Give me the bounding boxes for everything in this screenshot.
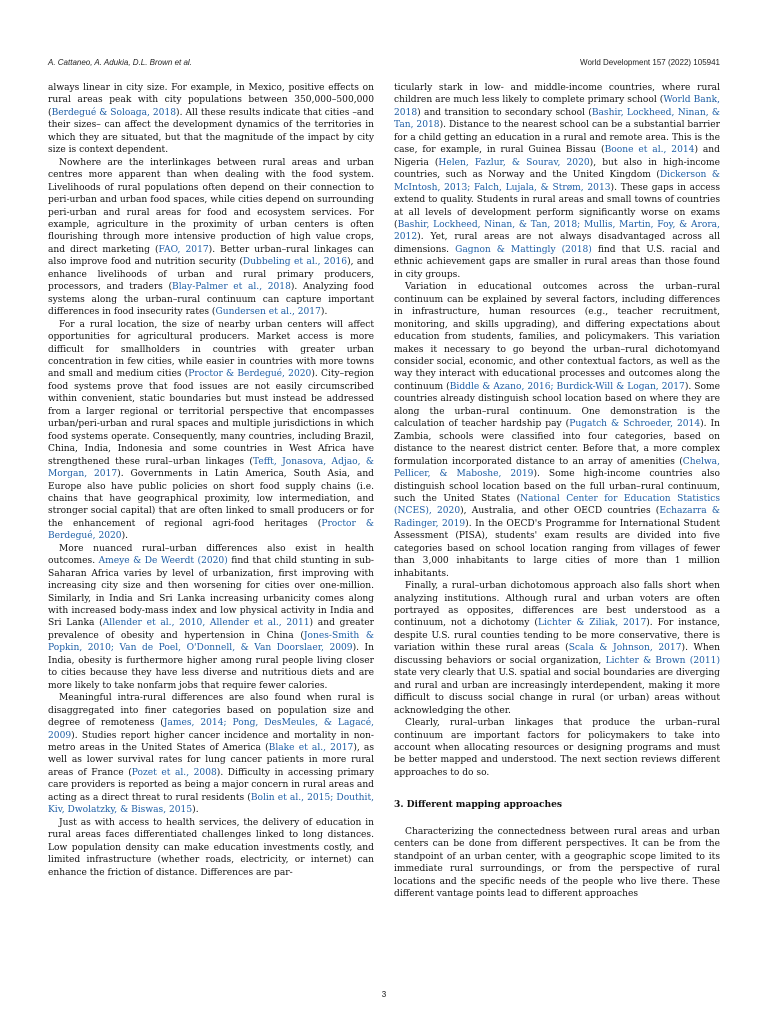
citation-link[interactable]: Helen, Fazlur, & Sourav, 2020 (438, 157, 590, 168)
article-body (48, 82, 720, 982)
citation-link[interactable]: Boone et al., 2014 (604, 145, 695, 156)
citation-link[interactable]: Chelwa, Pellicer, & Maboshe, 2019 (394, 456, 720, 480)
citation-link[interactable]: Proctor & Berdegué, 2020 (188, 369, 312, 380)
header-authors: A. Cattaneo, A. Adukia, D.L. Brown et al. (48, 58, 192, 67)
citation-link[interactable]: Berdegué & Soloaga, 2018 (51, 107, 177, 118)
citation-link[interactable]: Proctor & Berdegué, 2020 (48, 518, 374, 542)
paragraph: For a rural location, the size of nearby urban centers will affect opportunities for agricultural producers. Market access is more difficult for smallholders in countries with greater urban concentration in few cities, while easier in countries with more towns and small and medium cities (Proctor & Berdegué, 2020). City–region food systems prove that food issues are not easily circumscribed within convenient, static boundaries but must instead be addressed from a larger regional or territorial perspective that encompasses urban/peri-urban and rural spaces and multiple jurisdictions in which food systems operate. Consequently, many countries, including Brazil, China, India, Indonesia and some countries in West Africa have strengthened these rural–urban linkages (Tefft, Jonasova, Adjao, & Morgan, 2017). Governments in Latin America, South Asia, and Europe also have public policies on short food supply chains (i.e. chains that have geographical proximity, low intermediation, and stronger social capital) that are often linked to small producers or for the enhancement of regional agri-food heritages (Proctor & Berdegué, 2020). (48, 319, 374, 542)
citation-link[interactable]: Echazarra & Radinger, 2019 (394, 506, 720, 529)
citation-link[interactable]: Gundersen et al., 2017 (215, 307, 321, 318)
citation-link[interactable]: Lichter & Brown (2011) (605, 655, 720, 666)
citation-link[interactable]: Tefft, Jonasova, Adjao, & Morgan, 2017 (48, 456, 374, 480)
citation-link[interactable]: Scala & Johnson, 2017 (568, 643, 682, 654)
citation-link[interactable]: Dickerson & McIntosh, 2013; Falch, Lujala, & Strøm, 2013 (394, 170, 720, 193)
citation-link[interactable]: Bolin et al., 2015; Douthit, Kiv, Dwolatzky, & Biswas, 2015 (48, 792, 374, 816)
citation-link[interactable]: World Bank, 2018 (394, 95, 720, 118)
paragraph: Meaningful intra-rural differences are also found when rural is disaggregated into finer categories based on population size and degree of remoteness (James, 2014; Pong, DesMeules, & Lagacé, 2009). Studies report higher cancer incidence and mortality in non-metro areas in the United States of America (Blake et al., 2017), as well as lower survival rates for lung cancer patients in more rural areas of France (Pozet et al., 2008). Difficulty in accessing primary care providers is reported as being a major concern in rural areas and acting as a direct threat to rural residents (Bolin et al., 2015; Douthit, Kiv, Dwolatzky, & Biswas, 2015). (48, 693, 374, 816)
citation-link[interactable]: FAO, 2017 (158, 244, 209, 255)
section-heading: 3. Different mapping approaches (394, 799, 563, 811)
citation-link[interactable]: Gagnon & Mattingly (2018) (455, 244, 592, 255)
citation-link[interactable]: James, 2014; Pong, DesMeules, & Lagacé, 2009 (48, 718, 374, 741)
paragraph: always linear in city size. For example, in Mexico, positive effects on rural areas peak with city populations between 350,000–500,000 (Berdegué & Soloaga, 2018). All these results indicate that cities –and their sizes– can affect the development dynamics of the territories in which they are situated, but that the magnitude of the impact by city size is context dependent. (48, 83, 374, 156)
paragraph: Just as with access to health services, the delivery of education in rural areas faces differentiated challenges linked to long distances. Low population density can make education investments costly, and limited infrastructure (whether roads, electricity, or internet) can enhance the friction of distance. Differences are par- (48, 817, 374, 878)
left-column (48, 82, 374, 982)
citation-link[interactable]: Blake et al., 2017 (268, 743, 354, 754)
citation-link[interactable]: Lichter & Ziliak, 2017 (537, 618, 647, 629)
citation-link[interactable]: Pugatch & Schroeder, 2014 (569, 419, 701, 430)
page-number: 3 (381, 990, 387, 999)
paragraph: Nowhere are the interlinkages between rural areas and urban centres more apparent than when dealing with the food system. Livelihoods of rural populations often depend on their connection to peri-urban and urban food spaces, while cities depend on surrounding peri-urban and rural areas for food and ecosystem services. For example, agriculture in the proximity of urban centers is often flourishing through more intensive production of high value crops, and direct marketing (FAO, 2017). Better urban–rural linkages can also improve food and nutrition security (Dubbeling et al., 2016), and enhance livelihoods of urban and rural primary producers, processors, and traders (Blay-Palmer et al., 2018). Analyzing food systems along the urban–rural continuum can capture important differences in food insecurity rates (Gundersen et al., 2017). (48, 157, 374, 318)
citation-link[interactable]: Blay-Palmer et al., 2018 (172, 282, 291, 293)
paragraph: Clearly, rural–urban linkages that produce the urban–rural continuum are important factors for policymakers to take into account when allocating resources or designing programs and must be better mapped and understood. The next section reviews different approaches to do so. (394, 718, 720, 778)
running-header (48, 58, 720, 67)
citation-link[interactable]: Allender et al., 2010, Allender et al., 2011 (102, 618, 310, 629)
header-journal: World Development 157 (2022) 105941 (580, 58, 720, 67)
citation-link[interactable]: Bashir, Lockheed, Ninan, & Tan, 2018; Mullis, Martin, Foy, & Arora, 2012 (394, 219, 720, 243)
citation-link[interactable]: Dubbeling et al., 2016 (242, 257, 348, 268)
paragraph: More nuanced rural–urban differences also exist in health outcomes. Ameye & De Weerdt (2020) find that child stunting in sub-Saharan Africa varies by level of urbanization, first improving with increasing city size and then worsening for cities over one-million. Similarly, in India and Sri Lanka increasing urbanicity comes along with increased body-mass index and low physical activity in India and Sri Lanka (Allender et al., 2010, Allender et al., 2011) and greater prevalence of obesity and hypertension in China (Jones-Smith & Popkin, 2010; Van de Poel, O'Donnell, & Van Doorslaer, 2009). In India, obesity is furthermore higher among rural people living closer to cities because they have less diverse and nutritious diets and are more likely to take nonfarm jobs that require fewer calories. (48, 543, 374, 691)
paragraph: Finally, a rural–urban dichotomous approach also falls short when analyzing institutions. Although rural and urban voters are often portrayed as opposites, differences are best understood as a continuum, not a dichotomy (Lichter & Ziliak, 2017). For instance, despite U.S. rural counties tending to be more conservative, there is variation within these rural areas (Scala & Johnson, 2017). When discussing behaviors or social organization, Lichter & Brown (2011) state very clearly that U.S. spatial and social boundaries are diverging and rural and urban are increasingly interdependent, making it more difficult to discuss social change in rural (or urban) areas without acknowledging the other. (394, 581, 720, 716)
citation-link[interactable]: Bashir, Lockheed, Ninan, & Tan, 2018 (394, 107, 720, 131)
paragraph: Characterizing the connectedness between rural areas and urban centers can be done from different perspectives. It can be from the standpoint of an urban center, with a geographic scope limited to its immediate rural surroundings, or from the perspective of rural locations and the specific needs of the people who live there. These different vantage points lead to different approaches (394, 826, 720, 900)
citation-link[interactable]: Ameye & De Weerdt (2020) (98, 556, 228, 567)
paragraph: Variation in educational outcomes across the urban–rural continuum can be explained by several factors, including differences in infrastructure, human resources (e.g., teacher recruitment, monitoring, and skills upgrading), and differing expectations about education from students, families, and policymakers. This variation makes it necessary to go beyond the urban–rural dichotomyand consider social, economic, and other contextual factors, as well as the way they interact with educational processes and outcomes along the continuum (Biddle & Azano, 2016; Burdick-Will & Logan, 2017). Some countries already distinguish school location based on where they are along the urban–rural continuum. One demonstration is the calculation of teacher hardship pay (Pugatch & Schroeder, 2014). In Zambia, schools were classified into four categories, based on distance to the nearest district center. Before that, a more complex formulation incorporated distance to an array of amenities (Chelwa, Pellicer, & Maboshe, 2019). Some high-income countries also distinguish school location based on the full urban–rural continuum, such the United States (National Center for Education Statistics (NCES), 2020), Australia, and other OECD countries (Echazarra & Radinger, 2019). In the OECD's Programme for International Student Assessment (PISA), students' exam results are divided into five categories based on school location ranging from villages of fewer than 3,000 inhabitants to large cities of more than 1 million inhabitants. (394, 282, 720, 579)
citation-link[interactable]: National Center for Education Statistics (NCES), 2020 (394, 493, 720, 517)
citation-link[interactable]: Jones-Smith & Popkin, 2010; Van de Poel, O'Donnell, & Van Doorslaer, 2009 (48, 630, 374, 654)
citation-link[interactable]: Biddle & Azano, 2016; Burdick-Will & Logan, 2017 (449, 381, 685, 392)
right-column (394, 82, 720, 982)
paragraph: ticularly stark in low- and middle-income countries, where rural children are much less likely to complete primary school (World Bank, 2018) and transition to secondary school (Bashir, Lockheed, Ninan, & Tan, 2018). Distance to the nearest school can be a substantial barrier for a child getting an education in a rural and remote area. This is the case, for example, in rural Guinea Bissau (Boone et al., 2014) and Nigeria (Helen, Fazlur, & Sourav, 2020), but also in high-income countries, such as Norway and the United Kingdom (Dickerson & McIntosh, 2013; Falch, Lujala, & Strøm, 2013). These gaps in access extend to quality. Students in rural areas and small towns of countries at all levels of development perform significantly worse on exams (Bashir, Lockheed, Ninan, & Tan, 2018; Mullis, Martin, Foy, & Arora, 2012). Yet, rural areas are not always disadvantaged across all dimensions. Gagnon & Mattingly (2018) find that U.S. racial and ethnic achievement gaps are smaller in rural areas than those found in city groups. (394, 83, 720, 280)
citation-link[interactable]: Pozet et al., 2008 (131, 767, 217, 778)
